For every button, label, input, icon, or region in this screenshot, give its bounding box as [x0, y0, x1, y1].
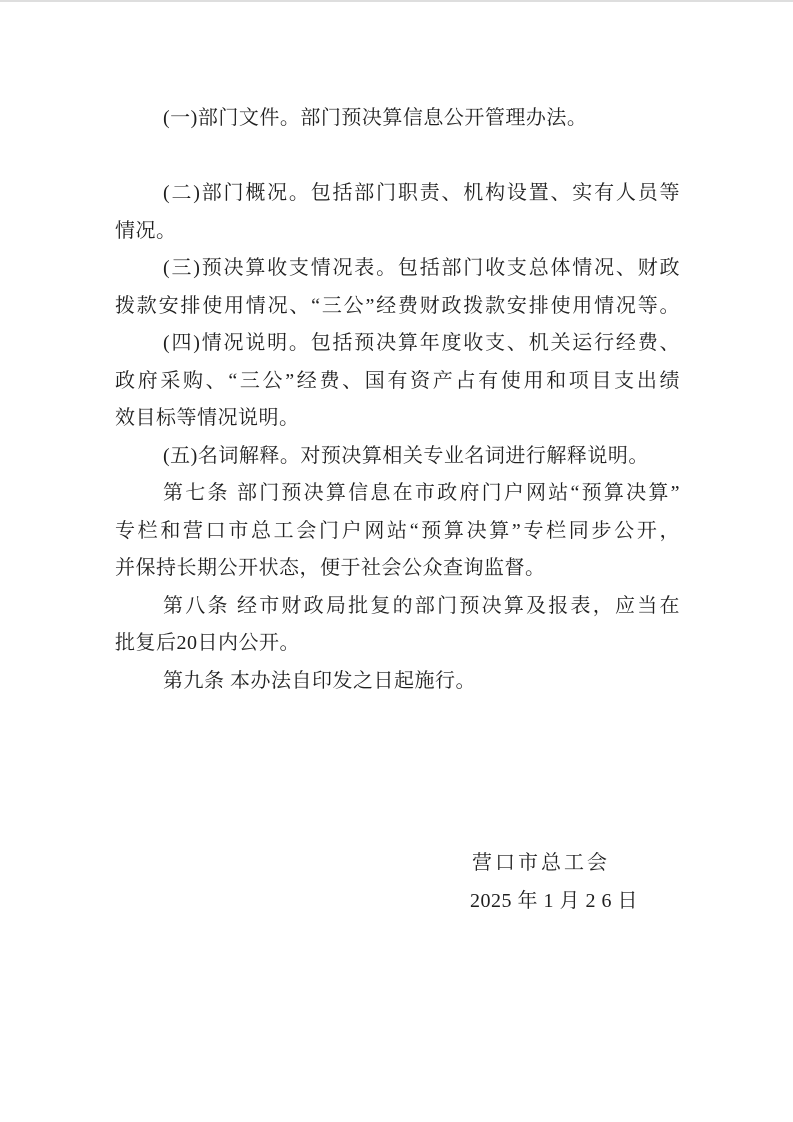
text-line: (三)预决算收支情况表。包括部门收支总体情况、财政 — [163, 257, 680, 279]
text-line: (四)情况说明。包括预决算年度收支、机关运行经费、 — [163, 332, 680, 354]
text-line: 第七条 部门预决算信息在市政府门户网站“预算决算” — [163, 482, 680, 504]
text-line: 第九条 本办法自印发之日起施行。 — [163, 669, 476, 692]
text-line: 批复后20日内公开。 — [115, 632, 300, 654]
text-line: 专栏和营口市总工会门户网站“预算决算”专栏同步公开， — [115, 519, 680, 542]
text-line: (五)名词解释。对预决算相关专业名词进行解释说明。 — [163, 444, 649, 467]
blank-line — [115, 138, 680, 176]
text-line: 第八条 经市财政局批复的部门预决算及报表，应当在 — [163, 594, 680, 617]
text-line: 拨款安排使用情况、“三公”经费财政拨款安排使用情况等。 — [115, 294, 680, 317]
signature-org-name: 营口市总工会 — [472, 852, 610, 874]
signature-date: 2025 年 1 月 2 6 日 — [470, 890, 638, 912]
document-body — [115, 100, 680, 700]
text-line: 并保持长期公开状态，便于社会公众查询监督。 — [115, 557, 546, 579]
text-line: (一)部门文件。部门预决算信息公开管理办法。 — [163, 107, 588, 129]
page-top-edge-line — [0, 0, 793, 2]
text-line: 情况。 — [115, 219, 177, 242]
text-line: 效目标等情况说明。 — [115, 407, 300, 429]
text-line: (二)部门概况。包括部门职责、机构设置、实有人员等 — [163, 182, 680, 204]
text-line: 政府采购、“三公”经费、国有资产占有使用和项目支出绩 — [115, 369, 680, 392]
